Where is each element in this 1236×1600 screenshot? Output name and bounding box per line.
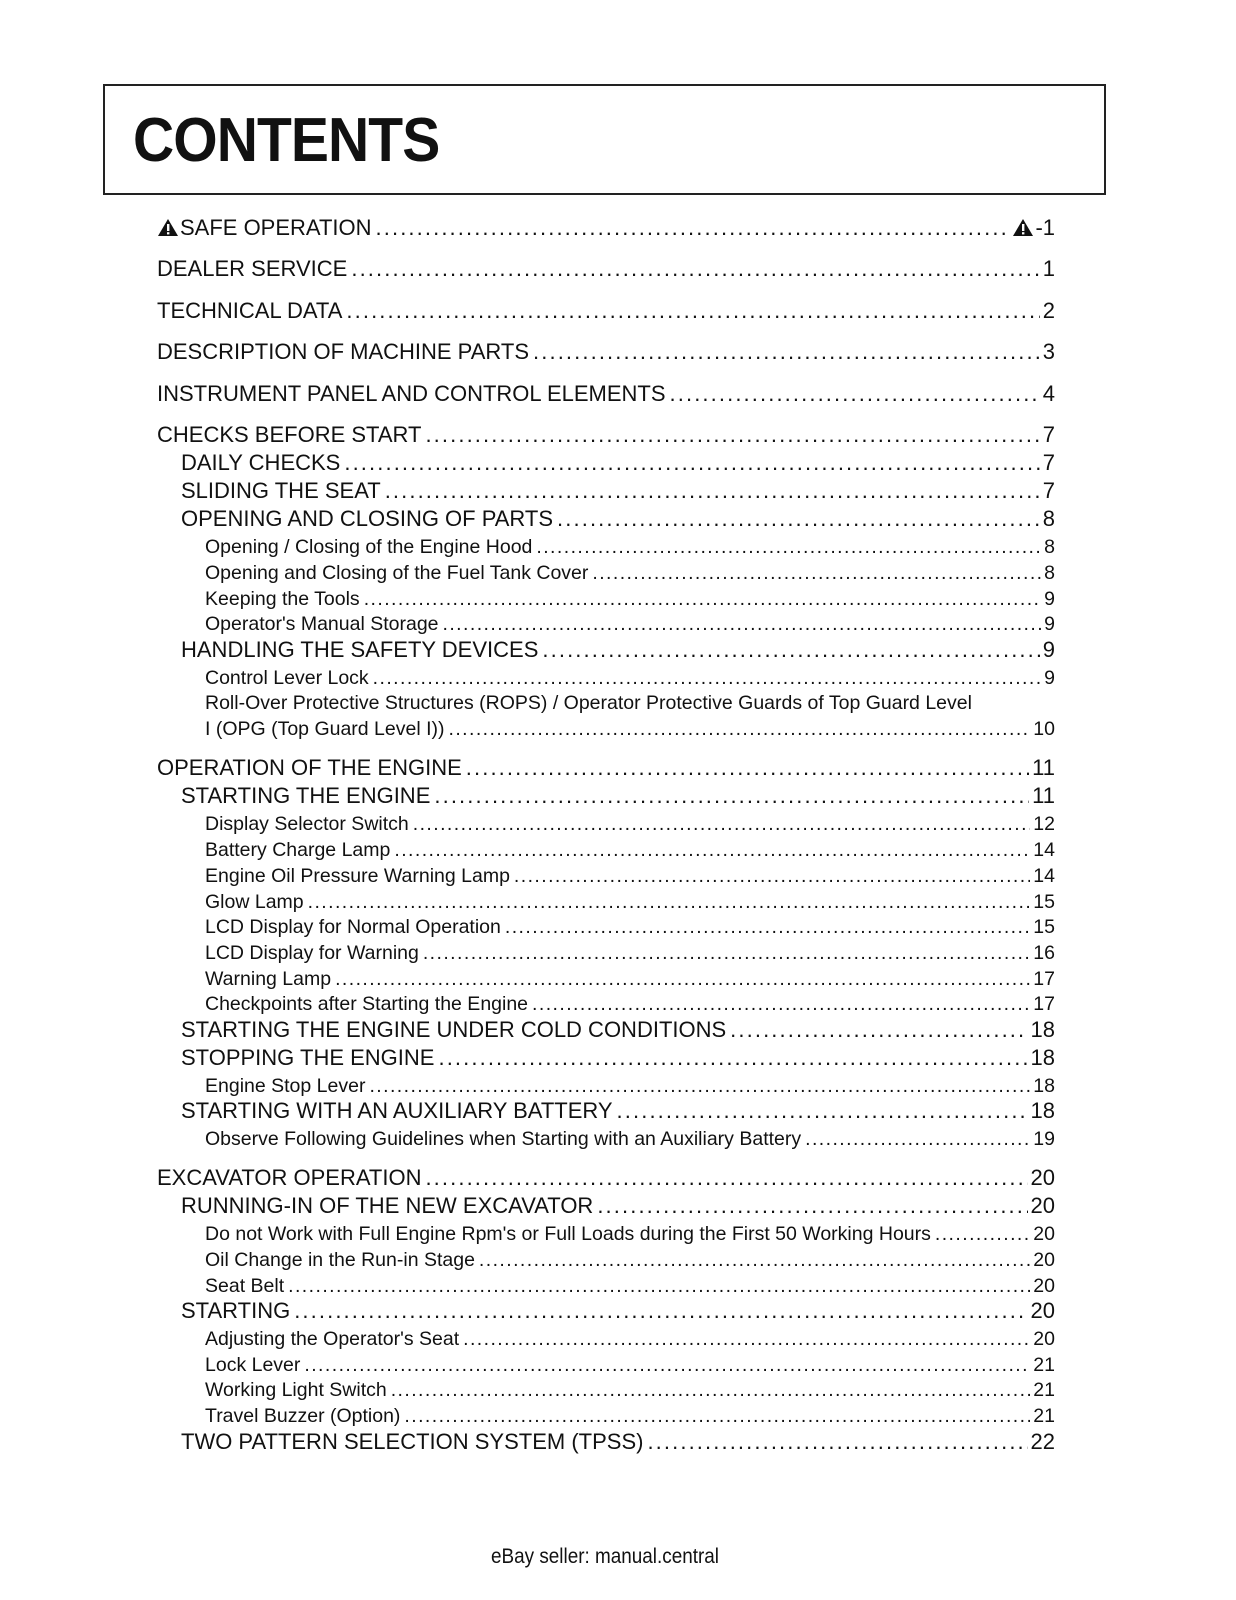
toc-entry-text: STOPPING THE ENGINE xyxy=(181,1045,435,1070)
toc-page-number xyxy=(1033,1328,1055,1351)
toc-page-number xyxy=(1033,718,1055,741)
toc-entry-level-3[interactable] xyxy=(157,1128,1055,1151)
toc-entry-label xyxy=(205,1405,400,1428)
toc-entry-level-3[interactable] xyxy=(157,1328,1055,1351)
toc-entry-text: Keeping the Tools xyxy=(205,588,360,610)
toc-entry-label xyxy=(181,450,340,476)
toc-entry-level-3[interactable] xyxy=(157,1223,1055,1246)
toc-page-number xyxy=(1031,1429,1055,1455)
toc-entry-level-3[interactable] xyxy=(157,968,1055,991)
toc-entry-level-2[interactable] xyxy=(157,1098,1055,1124)
page-number-text: 17 xyxy=(1033,968,1055,990)
toc-entry-text: STARTING WITH AN AUXILIARY BATTERY xyxy=(181,1098,613,1123)
dot-leader xyxy=(404,1405,1030,1428)
page-number-text: 20 xyxy=(1033,1275,1055,1297)
page-number-text: 9 xyxy=(1044,613,1055,635)
toc-entry-level-2[interactable] xyxy=(157,1193,1055,1219)
toc-page-number xyxy=(1044,667,1055,690)
toc-entry-label xyxy=(181,478,381,504)
toc-page-number xyxy=(1031,1045,1055,1071)
toc-page-number xyxy=(1044,613,1055,636)
dot-leader xyxy=(597,1193,1027,1219)
dot-leader xyxy=(542,637,1039,663)
toc-entry-text: LCD Display for Warning xyxy=(205,942,419,964)
dot-leader xyxy=(373,667,1041,690)
toc-entry-level-1[interactable] xyxy=(157,422,1055,448)
toc-page-number xyxy=(1043,450,1055,476)
toc-entry-level-2[interactable] xyxy=(157,450,1055,476)
dot-leader xyxy=(364,588,1041,611)
page-number-text: 20 xyxy=(1033,1223,1055,1245)
dot-leader xyxy=(466,755,1029,781)
toc-entry-level-1[interactable] xyxy=(157,381,1055,407)
dot-leader xyxy=(514,865,1030,888)
toc-entry-level-3[interactable] xyxy=(157,813,1055,836)
toc-entry-text: EXCAVATOR OPERATION xyxy=(157,1165,422,1190)
toc-entry-text: Observe Following Guidelines when Starting with an Auxiliary Battery xyxy=(205,1128,802,1150)
toc-entry-label xyxy=(181,1193,593,1219)
toc-entry-level-3[interactable] xyxy=(157,891,1055,914)
toc-entry-text: Glow Lamp xyxy=(205,891,304,913)
warning-triangle-icon xyxy=(1012,217,1034,236)
page-number-text: 22 xyxy=(1030,1429,1055,1454)
toc-page-number xyxy=(1033,968,1055,991)
page-number-text: 9 xyxy=(1042,637,1055,662)
toc-entry-label-line1: Roll-Over Protective Structures (ROPS) / Operator Protective Guards of Top Guard Level xyxy=(205,692,972,714)
dot-leader xyxy=(294,1298,1027,1324)
toc-entry-level-3[interactable] xyxy=(157,1379,1055,1402)
dot-leader xyxy=(536,536,1041,559)
toc-entry-label xyxy=(205,839,390,862)
page-number-text: 14 xyxy=(1033,865,1055,887)
toc-page-number xyxy=(1043,506,1055,532)
toc-entry-text: HANDLING THE SAFETY DEVICES xyxy=(181,637,539,662)
dot-leader xyxy=(449,718,1031,741)
toc-entry-label xyxy=(205,588,360,611)
toc-entry-label xyxy=(205,891,304,914)
toc-entry-level-2[interactable] xyxy=(157,478,1055,504)
toc-entry-level-2[interactable] xyxy=(157,1017,1055,1043)
toc-entry-label xyxy=(181,506,553,532)
toc-entry-label xyxy=(205,1075,365,1098)
dot-leader xyxy=(647,1429,1027,1455)
toc-entry-label xyxy=(157,256,347,282)
toc-entry-label xyxy=(205,916,501,939)
toc-entry-text: TECHNICAL DATA xyxy=(157,298,343,323)
toc-entry-level-1[interactable] xyxy=(157,298,1055,324)
toc-entry-level-3[interactable] xyxy=(157,667,1055,690)
toc-page-number xyxy=(1031,1298,1055,1324)
toc-entry-label xyxy=(181,1045,434,1071)
dot-leader xyxy=(935,1223,1030,1246)
dot-leader xyxy=(438,1045,1027,1071)
dot-leader xyxy=(346,298,1039,324)
toc-entry-level-3[interactable] xyxy=(157,993,1055,1016)
toc-entry-level-2[interactable] xyxy=(157,783,1055,809)
page-number-text: 17 xyxy=(1033,993,1055,1015)
toc-entry-label xyxy=(205,993,528,1016)
toc-entry-text: OPENING AND CLOSING OF PARTS xyxy=(181,506,554,531)
toc-entry-text: RUNNING-IN OF THE NEW EXCAVATOR xyxy=(181,1193,594,1218)
toc-entry-level-3[interactable] xyxy=(157,1405,1055,1428)
toc-entry-text: I (OPG (Top Guard Level I)) xyxy=(205,718,445,740)
toc-entry-text: Engine Stop Lever xyxy=(205,1075,366,1097)
page-number-text: 8 xyxy=(1044,562,1055,584)
toc-page-number xyxy=(1033,916,1055,939)
toc-entry-text: STARTING xyxy=(181,1298,291,1323)
dot-leader xyxy=(505,916,1030,939)
toc-page-number xyxy=(1033,891,1055,914)
toc-entry-text: Opening and Closing of the Fuel Tank Cover xyxy=(205,562,589,584)
page-number-text: 20 xyxy=(1030,1298,1055,1323)
toc-entry-label xyxy=(205,562,588,585)
toc-entry-label xyxy=(157,755,462,781)
toc-page-number xyxy=(1043,381,1055,407)
page-title: CONTENTS xyxy=(133,106,440,175)
toc-entry-text: OPERATION OF THE ENGINE xyxy=(157,755,462,780)
page-number-text: 15 xyxy=(1033,891,1055,913)
page-number-text: 7 xyxy=(1042,422,1055,447)
toc-entry-text: DEALER SERVICE xyxy=(157,256,348,281)
toc-page-number xyxy=(1043,637,1055,663)
toc-entry-level-3[interactable] xyxy=(157,1249,1055,1272)
dot-leader xyxy=(670,381,1040,407)
toc-entry-label xyxy=(205,1379,387,1402)
page-number-text: 16 xyxy=(1033,942,1055,964)
toc-entry-level-2[interactable] xyxy=(157,1045,1055,1071)
page-number-text: 20 xyxy=(1033,1328,1055,1350)
toc-entry-label xyxy=(205,1328,459,1351)
toc-entry-text: INSTRUMENT PANEL AND CONTROL ELEMENTS xyxy=(157,381,666,406)
toc-page-number xyxy=(1033,1275,1055,1298)
toc-entry-text: Do not Work with Full Engine Rpm's or Full Loads during the First 50 Working Hours xyxy=(205,1223,931,1245)
page-number-text: 20 xyxy=(1030,1193,1055,1218)
page-number-text: 19 xyxy=(1033,1128,1055,1150)
toc-entry-label xyxy=(181,1098,613,1124)
toc-entry-text: Engine Oil Pressure Warning Lamp xyxy=(205,865,510,887)
footer-seller-note: eBay seller: manual.central xyxy=(491,1545,719,1568)
dot-leader xyxy=(479,1249,1030,1272)
toc-page-number xyxy=(1033,993,1055,1016)
toc-entry-level-3[interactable] xyxy=(157,536,1055,559)
toc-entry-text: Adjusting the Operator's Seat xyxy=(205,1328,460,1350)
toc-entry-label xyxy=(205,813,409,836)
toc-page-number xyxy=(1033,1075,1055,1098)
toc-entry-level-1[interactable] xyxy=(157,256,1055,282)
dot-leader xyxy=(434,783,1029,809)
toc-page-number xyxy=(1043,422,1055,448)
toc-page-number xyxy=(1033,1128,1055,1151)
toc-page-number xyxy=(1012,215,1055,241)
page-number-text: 3 xyxy=(1042,339,1055,364)
toc-entry-level-1[interactable] xyxy=(157,755,1055,781)
toc-page-number xyxy=(1043,478,1055,504)
toc-entry-level-3[interactable] xyxy=(157,916,1055,939)
toc-entry-text: Operator's Manual Storage xyxy=(205,613,439,635)
toc-page-number xyxy=(1033,1223,1055,1246)
toc-entry-level-1[interactable] xyxy=(157,215,1055,241)
page-number-text: 10 xyxy=(1033,718,1055,740)
toc-entry-level-2[interactable] xyxy=(157,637,1055,663)
toc-entry-text: STARTING THE ENGINE UNDER COLD CONDITIONS xyxy=(181,1017,727,1042)
toc-page-number xyxy=(1033,1249,1055,1272)
toc-entry-text: Seat Belt xyxy=(205,1275,285,1297)
toc-entry-label xyxy=(205,968,331,991)
dot-leader xyxy=(351,256,1039,282)
toc-entry-level-3[interactable] xyxy=(157,1075,1055,1098)
page-number-text: 7 xyxy=(1042,450,1055,475)
dot-leader xyxy=(425,1165,1027,1191)
toc-entry-text: Oil Change in the Run-in Stage xyxy=(205,1249,475,1271)
toc-entry-label xyxy=(205,536,532,559)
page-number-text: 21 xyxy=(1033,1405,1055,1427)
toc-entry-text: Opening / Closing of the Engine Hood xyxy=(205,536,533,558)
page-number-text: 18 xyxy=(1030,1098,1055,1123)
page-number-text: 11 xyxy=(1032,783,1055,808)
dot-leader xyxy=(532,993,1030,1016)
toc-entry-text: Control Lever Lock xyxy=(205,667,369,689)
dot-leader xyxy=(592,562,1041,585)
toc-entry-label xyxy=(205,1128,801,1151)
dot-leader xyxy=(304,1354,1030,1377)
toc-entry-label xyxy=(205,1223,931,1246)
page-number-text: -1 xyxy=(1035,215,1055,240)
toc-page-number xyxy=(1032,783,1055,809)
page-number-text: 8 xyxy=(1042,506,1055,531)
dot-leader xyxy=(385,478,1040,504)
toc-page-number xyxy=(1033,1354,1055,1377)
toc-entry-text: Travel Buzzer (Option) xyxy=(205,1405,401,1427)
page-number-text: 18 xyxy=(1033,1075,1055,1097)
toc-page-number xyxy=(1033,839,1055,862)
page-number-text: 20 xyxy=(1030,1165,1055,1190)
dot-leader xyxy=(394,839,1030,862)
toc-page-number xyxy=(1044,562,1055,585)
toc-entry-label xyxy=(181,1298,290,1324)
toc-entry-label xyxy=(205,942,419,965)
dot-leader xyxy=(344,450,1039,476)
page-number-text: 18 xyxy=(1030,1017,1055,1042)
dot-leader xyxy=(463,1328,1030,1351)
toc-page-number xyxy=(1031,1165,1055,1191)
toc-entry-label xyxy=(157,1165,421,1191)
dot-leader xyxy=(413,813,1031,836)
toc-entry-label xyxy=(181,783,430,809)
toc-entry-level-3[interactable] xyxy=(157,839,1055,862)
toc-entry-level-3[interactable] xyxy=(157,588,1055,611)
toc-entry-text: Checkpoints after Starting the Engine xyxy=(205,993,529,1015)
page-number-text: 20 xyxy=(1033,1249,1055,1271)
toc-page-number xyxy=(1044,588,1055,611)
toc-entry-label xyxy=(157,215,372,241)
toc-page-number xyxy=(1032,755,1055,781)
toc-page-number xyxy=(1043,256,1055,282)
page-number-text: 15 xyxy=(1033,916,1055,938)
page-number-text: 14 xyxy=(1033,839,1055,861)
toc-entry-text: SAFE OPERATION xyxy=(180,215,372,240)
toc-entry-text: DESCRIPTION OF MACHINE PARTS xyxy=(157,339,530,364)
dot-leader xyxy=(617,1098,1028,1124)
toc-entry-text: DAILY CHECKS xyxy=(181,450,341,475)
toc-entry-label xyxy=(181,1017,726,1043)
toc-entry-level-1[interactable] xyxy=(157,1165,1055,1191)
toc-entry-level-3[interactable] xyxy=(157,942,1055,965)
toc-entry-level-3[interactable] xyxy=(157,613,1055,636)
toc-entry-level-3[interactable] xyxy=(157,1275,1055,1298)
toc-entry-level-2[interactable] xyxy=(157,1429,1055,1455)
toc-page-number xyxy=(1031,1098,1055,1124)
dot-leader xyxy=(730,1017,1027,1043)
dot-leader xyxy=(335,968,1030,991)
toc-entry-label xyxy=(205,667,369,690)
page-number-text: 7 xyxy=(1042,478,1055,503)
page-number-text: 2 xyxy=(1042,298,1055,323)
toc-entry-label xyxy=(205,865,510,888)
toc-entry-label xyxy=(205,718,445,741)
dot-leader xyxy=(376,215,1010,241)
dot-leader xyxy=(557,506,1040,532)
toc-entry-text: Lock Lever xyxy=(205,1354,301,1376)
page-number-text: 8 xyxy=(1044,536,1055,558)
dot-leader xyxy=(805,1128,1030,1151)
toc-entry-text: Display Selector Switch xyxy=(205,813,409,835)
toc-entry-label xyxy=(205,1354,300,1377)
page-number-text: 11 xyxy=(1032,755,1055,780)
toc-entry-level-3[interactable] xyxy=(157,865,1055,888)
page-number-text: 12 xyxy=(1033,813,1055,835)
dot-leader xyxy=(423,942,1030,965)
dot-leader xyxy=(391,1379,1031,1402)
page-number-text: 1 xyxy=(1042,256,1055,281)
toc-entry-level-3[interactable] xyxy=(157,718,1055,741)
page-number-text: 21 xyxy=(1033,1354,1055,1376)
toc-entry-label xyxy=(157,339,529,365)
toc-entry-text: Working Light Switch xyxy=(205,1379,387,1401)
dot-leader xyxy=(288,1275,1030,1298)
toc-entry-text: TWO PATTERN SELECTION SYSTEM (TPSS) xyxy=(181,1429,644,1454)
toc-entry-level-1[interactable] xyxy=(157,339,1055,365)
toc-entry-text: LCD Display for Normal Operation xyxy=(205,916,501,938)
page-number-text: 4 xyxy=(1042,381,1055,406)
toc-entry-label xyxy=(157,422,421,448)
dot-leader xyxy=(443,613,1042,636)
page-number-text: 9 xyxy=(1044,667,1055,689)
toc-entry-label xyxy=(157,381,666,407)
toc-page-number xyxy=(1043,298,1055,324)
toc-entry-level-2[interactable] xyxy=(157,1298,1055,1324)
page-number-text: 9 xyxy=(1044,588,1055,610)
page-number-text: 18 xyxy=(1030,1045,1055,1070)
toc-page-number xyxy=(1043,339,1055,365)
dot-leader xyxy=(308,891,1031,914)
warning-triangle-icon xyxy=(157,217,179,236)
toc-entry-level-2[interactable] xyxy=(157,506,1055,532)
toc-entry-level-3[interactable] xyxy=(157,1354,1055,1377)
toc-entry-text: Warning Lamp xyxy=(205,968,332,990)
toc-page-number xyxy=(1044,536,1055,559)
dot-leader xyxy=(369,1075,1030,1098)
dot-leader xyxy=(425,422,1039,448)
toc-entry-label xyxy=(205,1275,284,1298)
toc-entry-level-3[interactable] xyxy=(157,562,1055,585)
toc-entry-label xyxy=(205,613,439,636)
toc-entry-text: SLIDING THE SEAT xyxy=(181,478,381,503)
toc-page-number xyxy=(1033,865,1055,888)
toc-entry-text: STARTING THE ENGINE xyxy=(181,783,431,808)
toc-entry-label xyxy=(205,1249,475,1272)
toc-page-number xyxy=(1031,1193,1055,1219)
toc-entry-label xyxy=(181,1429,643,1455)
title-box xyxy=(103,84,1106,195)
dot-leader xyxy=(533,339,1040,365)
toc-page-number xyxy=(1033,1379,1055,1402)
toc-page-number xyxy=(1033,942,1055,965)
toc-page-number xyxy=(1033,1405,1055,1428)
toc-page-number xyxy=(1033,813,1055,836)
toc-page-number xyxy=(1031,1017,1055,1043)
toc-entry-text: Battery Charge Lamp xyxy=(205,839,391,861)
toc-entry-label xyxy=(157,298,342,324)
page-number-text: 21 xyxy=(1033,1379,1055,1401)
toc-entry-text: CHECKS BEFORE START xyxy=(157,422,422,447)
toc-entry-label xyxy=(181,637,538,663)
